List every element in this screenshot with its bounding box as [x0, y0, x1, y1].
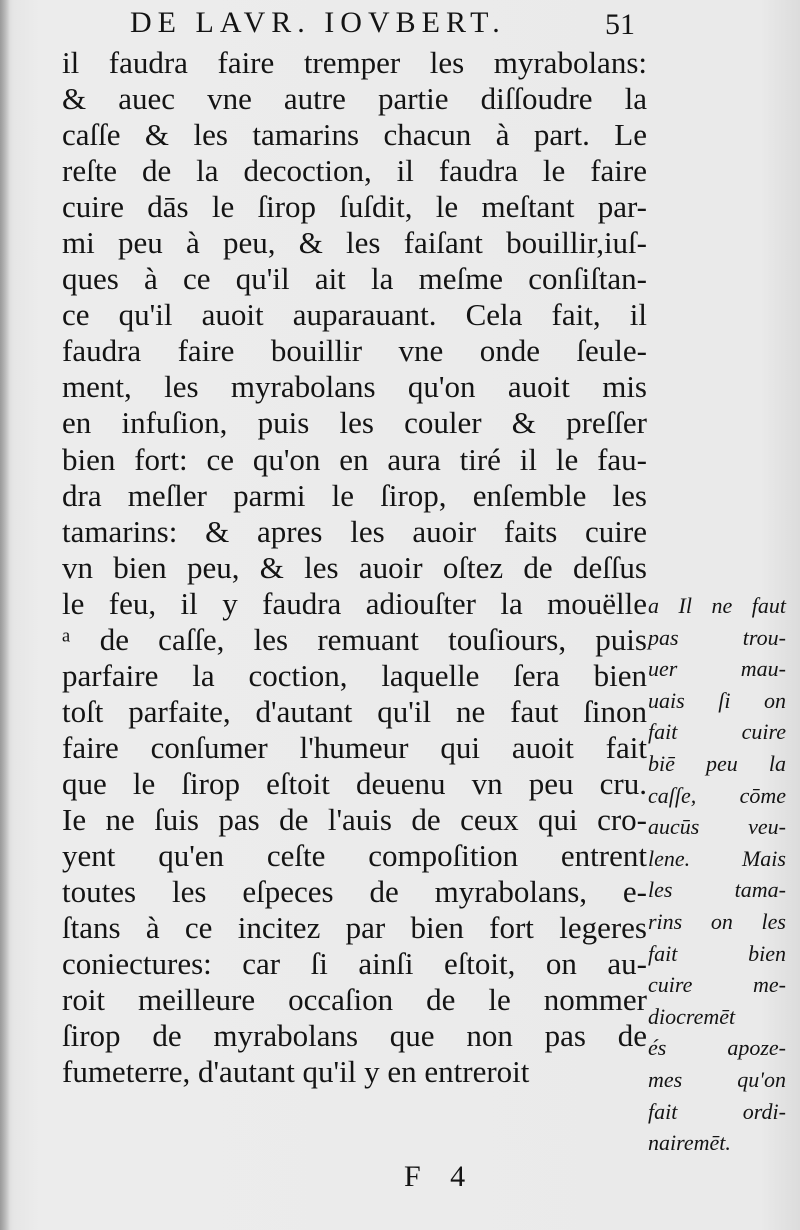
text-line: il faudra faire tremper les myrabolans: [62, 45, 647, 80]
text-line: mi peu à peu, & les faiſant bouillir,iuſ- [62, 225, 647, 261]
text-line: & auec vne autre partie diſſoudre la [62, 81, 647, 117]
text-line: en infuſion, puis les couler & preſſer [62, 405, 647, 441]
marginal-note-line: fait ordi- [648, 1098, 786, 1124]
text-line: roit meilleure occaſion de le nommer [62, 982, 647, 1018]
marginal-note-line: diocremēt [648, 1003, 736, 1029]
text-line: ce qu'il auoit auparauant. Cela fait, il [62, 297, 647, 333]
text-line: faire conſumer l'humeur qui auoit fait [62, 729, 647, 765]
text-line: coniectures: car ſi ainſi eſtoit, on au- [62, 946, 647, 982]
marginal-note-line: rins on les [648, 908, 786, 934]
text-line: bien fort: ce qu'on en aura tiré il le fau- [62, 441, 647, 477]
marginal-note-line: lene. Mais [648, 845, 786, 871]
marginal-note-line: fait cuire [648, 719, 786, 745]
text-line: tamarins: & apres les auoir faits cuire [62, 513, 647, 549]
page-number: 51 [605, 8, 635, 41]
marginal-note-line: fait bien [648, 940, 786, 966]
text-line: fumeterre, d'autant qu'il y en entreroit [62, 1054, 530, 1090]
text-line: caſſe & les tamarins chacun à part. Le [62, 117, 647, 153]
text-line: ques à ce qu'il ait la meſme conſiſtan- [62, 261, 647, 297]
text-line: le feu, il y faudra adiouſter la mouëlle [62, 585, 647, 621]
text-line: que le ſirop eſtoit deuenu vn peu cru. [62, 765, 647, 801]
marginal-note-line: pas trou- [648, 624, 786, 650]
marginal-note-line: és apoze- [648, 1035, 786, 1061]
marginal-note-line: uer mau- [648, 656, 786, 682]
text-line: ment, les myrabolans qu'on auoit mis [62, 369, 647, 405]
text-line: toſt parfaite, d'autant qu'il ne faut ſinon [62, 693, 647, 729]
marginal-note [648, 590, 786, 1159]
marginal-note-line: nairemēt. [648, 1130, 731, 1156]
gutter-shadow [0, 0, 10, 1230]
text-line: yent qu'en ceſte compoſition entrent [62, 838, 647, 874]
text-line: dra meſler parmi le ſirop, enſemble les [62, 477, 647, 513]
marginal-note-line: les tama- [648, 877, 786, 903]
text-line: parfaire la coction, laquelle ſera bien [62, 657, 647, 693]
marginal-note-line: uais ſi on [648, 687, 786, 713]
marginal-note-line: caſſe, cōme [648, 782, 786, 808]
text-line: toutes les eſpeces de myrabolans, e- [62, 874, 647, 910]
marginal-note-line: biē peu la [648, 750, 786, 776]
text-line: ᵃ de caſſe, les remuant touſiours, puis [62, 621, 647, 657]
signature-mark: F 4 [404, 1160, 466, 1193]
running-head: DE LAVR. IOVBERT. [130, 6, 506, 39]
text-line: Ie ne ſuis pas de l'auis de ceux qui cro- [62, 801, 647, 837]
marginal-note-line: aucūs veu- [648, 814, 786, 840]
text-line: faudra faire bouillir vne onde ſeule- [62, 333, 647, 369]
text-line: ſtans à ce incitez par bien fort legeres [62, 910, 647, 946]
text-line: ſirop de myrabolans que non pas de [62, 1018, 647, 1054]
marginal-note-line: a Il ne faut [648, 593, 786, 618]
text-line: vn bien peu, & les auoir oſtez de deſſus [62, 549, 647, 585]
marginal-note-line: mes qu'on [648, 1066, 786, 1092]
text-line: reſte de la decoction, il faudra le faire [62, 153, 647, 189]
text-line: cuire dās le ſirop ſuſdit, le meſtant par- [62, 189, 647, 225]
marginal-note-line: cuire me- [648, 972, 786, 998]
body-text [62, 45, 647, 1090]
